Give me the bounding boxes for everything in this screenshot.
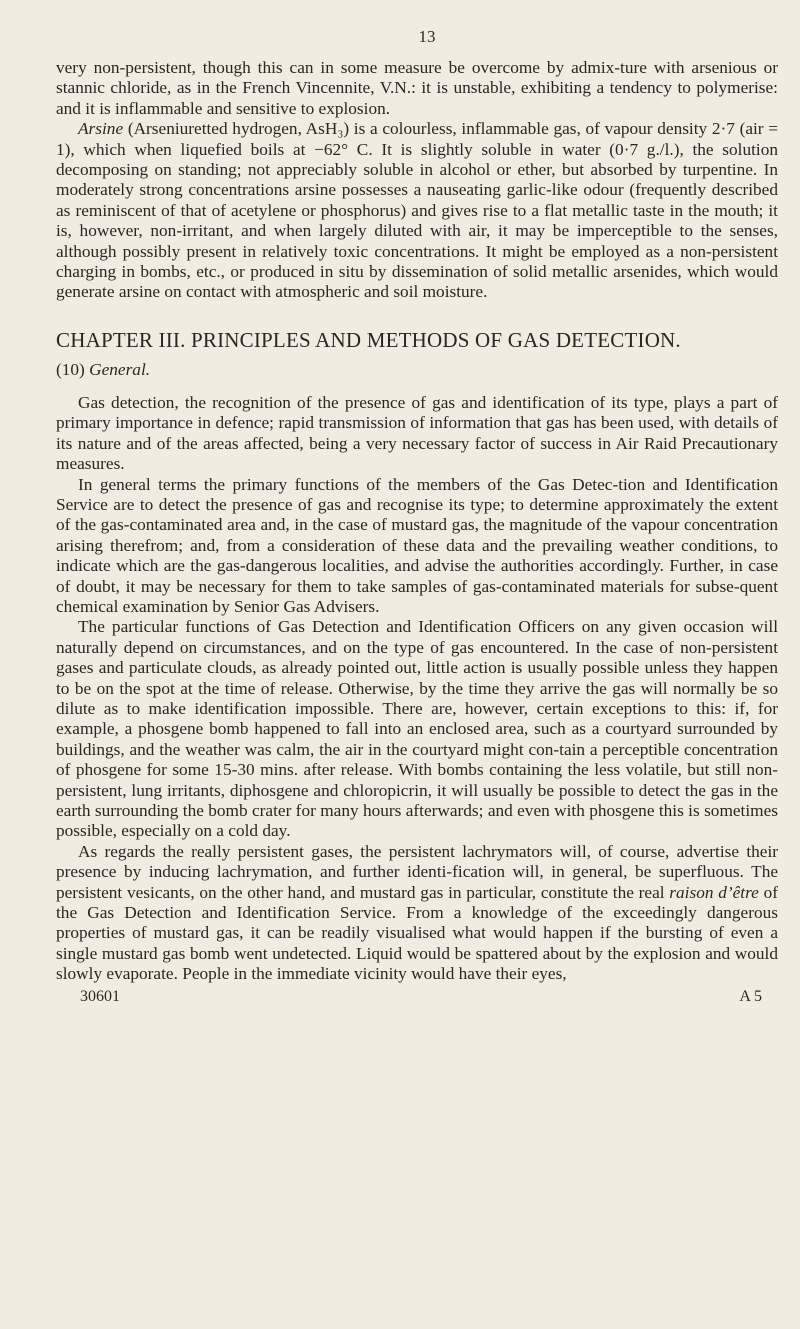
section-number: (10) bbox=[56, 359, 85, 379]
paragraph-vincennite: very non-persistent, though this can in some measure be overcome by admix-ture with arsenious or stannic chloride, as in the French Vincennite, V.N.: it is unstable, exhibiting a tendency to polymerise: and it is inflammable and sensitive to explosion. bbox=[56, 58, 778, 118]
section-title: General. bbox=[89, 359, 151, 379]
section-heading bbox=[56, 359, 778, 381]
raison-detre: raison d’être bbox=[669, 882, 759, 902]
signature-mark: A 5 bbox=[739, 987, 762, 1005]
arsine-term: Arsine bbox=[78, 119, 124, 139]
chapter-heading: CHAPTER III. PRINCIPLES AND METHODS OF GAS DETECTION. bbox=[56, 327, 681, 352]
page-footer bbox=[56, 987, 778, 1007]
document-page bbox=[56, 26, 778, 1007]
paragraph-particular-functions: The particular functions of Gas Detection and Identification Officers on any given occasion will naturally depend on circumstances, and on the type of gas encountered. In the case of non-persistent gases and particulate clouds, as already pointed out, little action is usually possible unless they happen to be on the spot at the time of release. Otherwise, by the time they arrive the gas will normally be so dilute as to make identification impossible. There are, however, certain exceptions to this: if, for example, a phosgene bomb happened to fall into an enclosed area, such as a courtyard surrounded by buildings, and the weather was calm, the air in the courtyard might con-tain a perceptible concentration of phosgene for some 15-30 mins. after release. With bombs containing the less volatile, but still non-persistent, lung irritants, diphosgene and chloropicrin, it will usually be possible to detect the gas in the earth surrounding the bomb crater for many hours afterwards; and even with phosgene this is sometimes possible, especially on a cold day. bbox=[56, 617, 778, 841]
paragraph-gas-detection: Gas detection, the recognition of the presence of gas and identification of its type, plays a part of primary importance in defence; rapid transmission of information that gas has been used, with details of its nature and of the areas affected, being a very necessary factor of success in Air Raid Precautionary measures. bbox=[56, 392, 778, 474]
paragraph-arsine bbox=[56, 119, 778, 303]
persistent-gases-text-2: of the Gas Detection and Identification Service. From a knowledge of the exceedingly dangerous properties of mustard gas, it can be readily visualised what would happen if the bursting of even a single mustard gas bomb went undetected. Liquid would be spattered about by the explosion and would slowly evaporate. People in the immediate vicinity would have their eyes, bbox=[56, 882, 778, 984]
arsine-description: (Arseniuretted hydrogen, AsH₃) is a colourless, inflammable gas, of vapour density 2·7 (air = 1), which when liquefied boils at −62° C. It is slightly soluble in water (0·7 g./l.), the solution decomposing on standing; not appreciably soluble in alcohol or ether, but absorbed by turpentine. In moderately strong concentrations arsine possesses a nauseating garlic-like odour (frequently described as reminiscent of that of acetylene or phosphorus) and gives rise to a flat metallic taste in the mouth; it is, however, non-irritant, and when largely diluted with air, it may be imperceptible to the senses, although possibly present in relatively toxic concentrations. It might be employed as a non-persistent charging in bombs, etc., or produced in situ by dissemination of solid metallic arsenides, which would generate arsine on contact with atmospheric and soil moisture. bbox=[56, 119, 778, 302]
print-code: 30601 bbox=[80, 987, 120, 1005]
paragraph-primary-functions: In general terms the primary functions of the members of the Gas Detec-tion and Identification Service are to detect the presence of gas and recognise its type; to determine approximately the extent of the gas-contaminated area and, in the case of mustard gas, the magnitude of the vapour concentration arising therefrom; and, from a consideration of these data and the prevailing weather conditions, to indicate which are the gas-dangerous localities, and advise the authorities accordingly. Further, in case of doubt, it may be necessary for them to take samples of gas-contaminated materials for subse-quent chemical examination by Senior Gas Advisers. bbox=[56, 474, 778, 616]
paragraph-persistent-gases bbox=[56, 842, 778, 985]
persistent-gases-text-1: As regards the really persistent gases, the persistent lachrymators will, of course, advertise their presence by inducing lachrymation, and further identi-fication will, in general, be superfluous. The persistent vesicants, on the other hand, and mustard gas in particular, constitute the real bbox=[56, 841, 778, 902]
page-number: 13 bbox=[418, 27, 436, 46]
